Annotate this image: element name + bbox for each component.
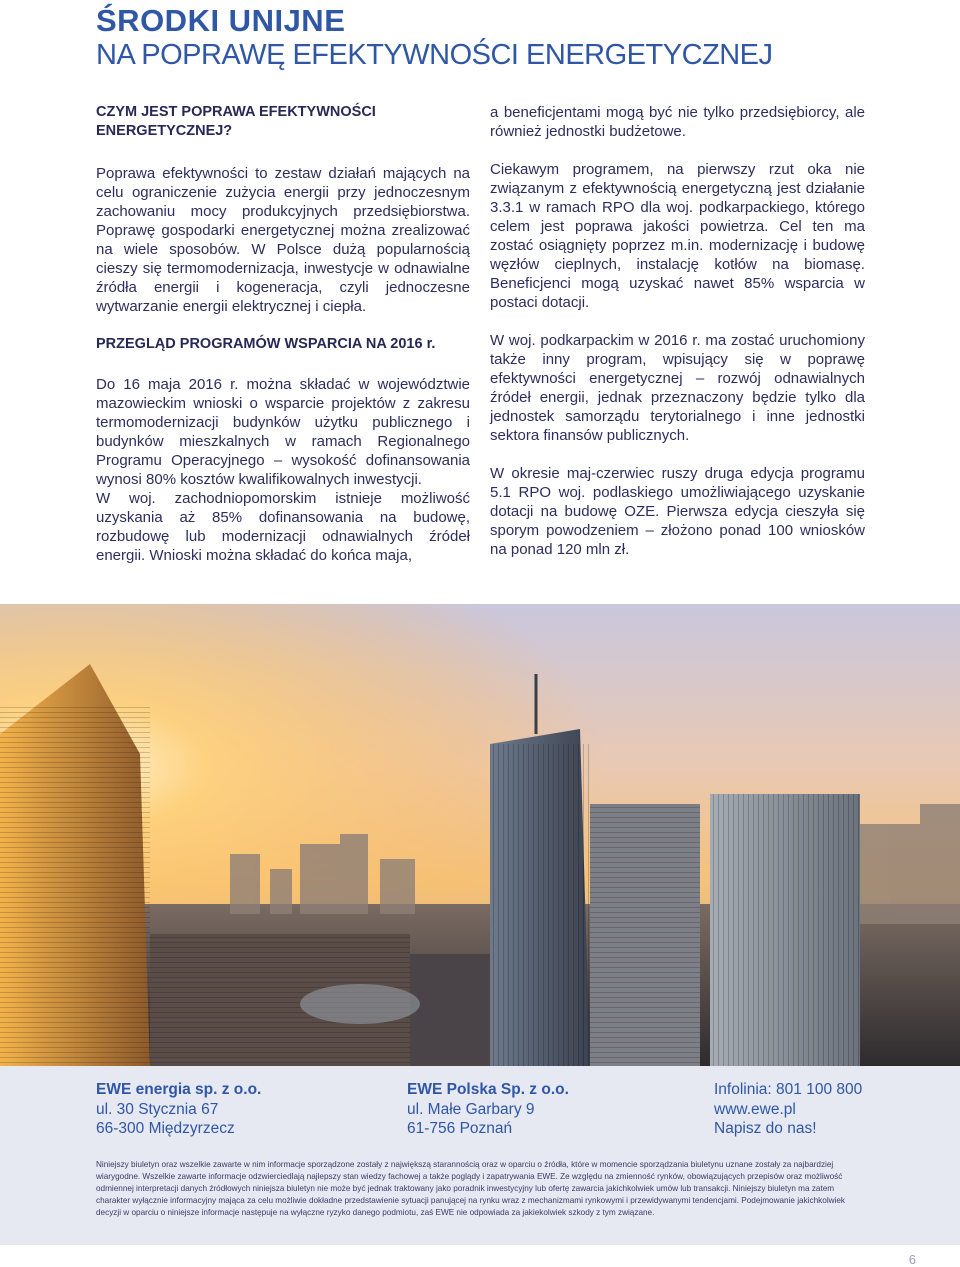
right-column	[490, 103, 865, 578]
contact-info	[714, 1080, 862, 1139]
city-skyline-photo	[0, 604, 960, 1066]
address-street: ul. 30 Stycznia 67	[96, 1100, 219, 1118]
address-city: 61-756 Poznań	[407, 1120, 513, 1137]
address-city: 66-300 Międzyrzecz	[96, 1120, 235, 1137]
hotline: Infolinia: 801 100 800	[714, 1081, 863, 1098]
page-number: 6	[908, 1252, 916, 1267]
paragraph-beneficjenci: a beneficjentami mogą być nie tylko przedsiębiorcy, ale również jednostki budżetowe.	[490, 104, 865, 140]
paragraph-zachodniopomorskie: W woj. zachodniopomorskim istnieje możliwość uzyskania aż 85% dofinansowania na budowę, rozbudowę lub modernizacji odnawialnych źródeł energii. Wnioski można składać do końca maja,	[96, 490, 470, 564]
page-subtitle: NA POPRAWĘ EFEKTYWNOŚCI ENERGETYCZNEJ	[96, 39, 773, 71]
footer	[0, 1066, 960, 1245]
contact-link[interactable]: Napisz do nas!	[714, 1120, 817, 1137]
company-name: EWE Polska Sp. z o.o.	[407, 1081, 569, 1098]
paragraph-podlaskie: W okresie maj-czerwiec ruszy druga edycja programu 5.1 RPO woj. podlaskiego umożliwiającego uzyskanie dotacji na budowę OZE. Pierwsza edycja cieszyła się sporym powodzeniem – złożono ponad 100 wniosków na ponad 120 mln zł.	[490, 465, 865, 558]
contact-ewe-energia	[96, 1080, 261, 1139]
contact-ewe-polska	[407, 1080, 569, 1139]
left-column	[96, 103, 470, 584]
paragraph-podkarpackie-331: Ciekawym programem, na pierwszy rzut oka nie związanym z efektywnością energetyczną jest działanie 3.3.1 w ramach RPO dla woj. podkarpackiego, którego celem jest poprawa jakości powietrza. Cel ten ma zostać osiągnięty poprzez m.in. modernizację i budowę węzłów cieplnych, instalację kotłów na biomasę. Beneficjenci mogą uzyskać nawet 85% wsparcia w postaci dotacji.	[490, 161, 865, 311]
disclaimer-text: Niniejszy biuletyn oraz wszelkie zawarte w nim informacje sporządzone zostały z największą starannością oraz w oparciu o źródła, które w momencie sporządzania biuletynu uznane zostały za najbardziej wiarygodne. Wszelkie zawarte informacje odzwierciedlają najlepszy stan wiedzy fachowej a także poglądy i zapatrywania EWE. Ze względu na zmienność rynków, obowiązujących przepisów oraz możliwość odmiennej interpretacji danych źródłowych niniejsza biuletyn nie może być jednak traktowany jako poradnik inwestycyjny lub ofertę zawarcia jakichkolwiek umów lub transakcji. Niniejszy biuletyn ma zatem charakter wyłącznie informacyjny mająca za celu możliwie dokładne przedstawienie sytuacji panującej na rynku wraz z mechanizmami rynkowymi i przewidywanymi tendencjami. Podejmowanie jakichkolwiek decyzji w oparciu o niniejsze informacje następuje na wyłączne ryzyko danego podmiotu, zaś EWE nie odpowiada za jakiekolwiek szkody z tym związane.	[96, 1160, 846, 1217]
section-heading-programs: PRZEGLĄD PROGRAMÓW WSPARCIA NA 2016 r.	[96, 336, 436, 352]
paragraph-mazowieckie: Do 16 maja 2016 r. można składać w województwie mazowieckim wnioski o wsparcie projektów z zakresu termomodernizacji budynków użytku publicznego i budynków mieszkalnych w ramach Regionalnego Programu Operacyjnego – wysokość dofinansowania wynosi 80% kosztów kwalifikowalnych inwestycji.	[96, 376, 470, 488]
section-heading-efficiency: CZYM JEST POPRAWA EFEKTYWNOŚCI ENERGETYCZNEJ?	[96, 104, 376, 139]
website-link[interactable]: www.ewe.pl	[714, 1100, 796, 1118]
paragraph-podkarpackie-oze: W woj. podkarpackim w 2016 r. ma zostać uruchomiony także inny program, wpisujący się w poprawę efektywności energetycznej – rozwój odnawialnych źródeł energii, jednak przeznaczony będzie tylko dla jednostek samorządu terytorialnego i inne jednostki sektora finansów publicznych.	[490, 332, 865, 444]
title-block	[96, 4, 896, 72]
company-name: EWE energia sp. z o.o.	[96, 1081, 262, 1098]
paragraph-efficiency: Poprawa efektywności to zestaw działań mających na celu ograniczenie zużycia energii przy jednoczesnym zachowaniu mocy produkcyjnych przedsiębiorstwa. Poprawę gospodarki energetycznej można zrealizować na wiele sposobów. W Polsce dużą popularnością cieszy się termomodernizacja, inwestycje w odnawialne źródła energii i kogeneracja, czyli jednoczesne wytwarzanie energii elektrycznej i ciepła.	[96, 165, 470, 315]
address-street: ul. Małe Garbary 9	[407, 1100, 535, 1118]
page-title: ŚRODKI UNIJNE	[96, 3, 346, 38]
